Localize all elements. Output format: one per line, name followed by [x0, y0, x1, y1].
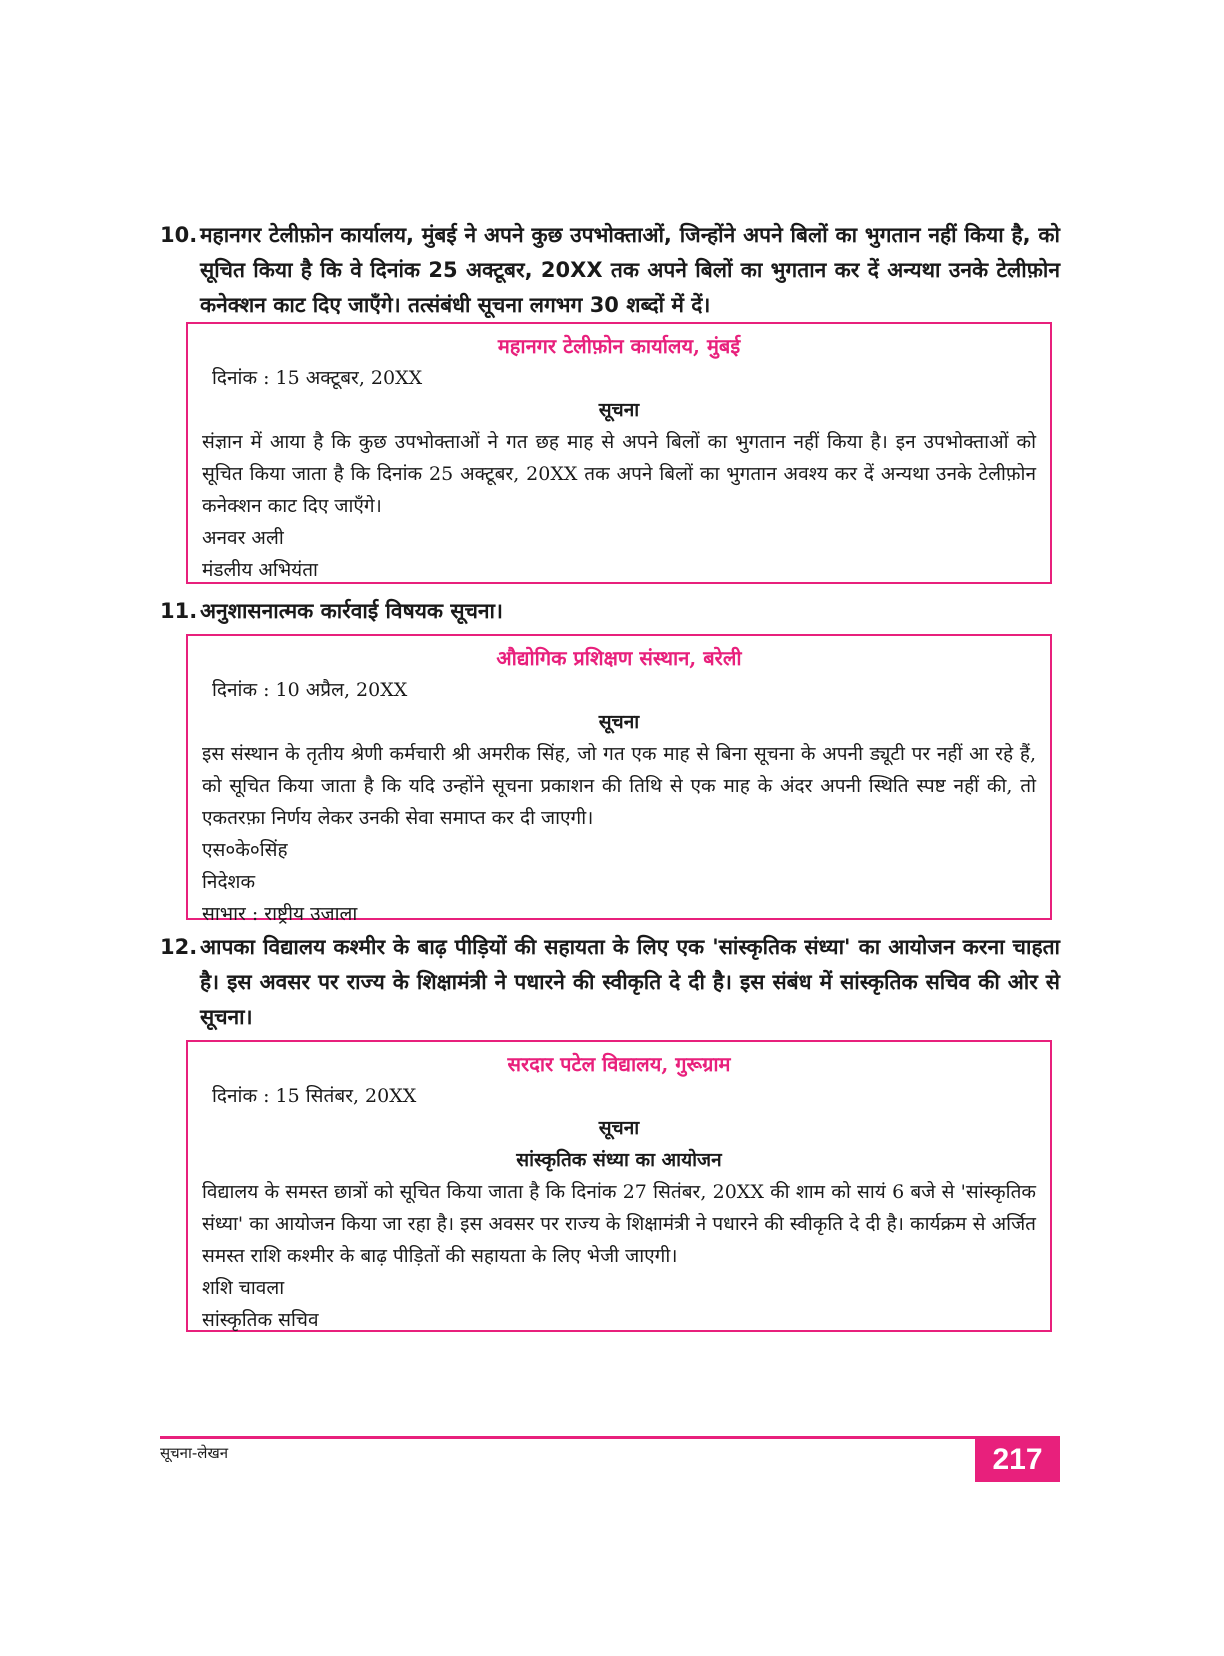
- notice-org: औद्योगिक प्रशिक्षण संस्थान, बरेली: [496, 646, 742, 670]
- question-11: [160, 594, 1060, 629]
- footer-rule: [160, 1436, 1060, 1439]
- notice-box-11: [186, 634, 1052, 925]
- question-number: 10.: [160, 223, 198, 247]
- question-text: आपका विद्यालय कश्मीर के बाढ़ पीड़ियों की सहायता के लिए एक 'सांस्कृतिक संध्या' का आयोजन करना चाहता है। इस अवसर पर राज्य के शिक्षामंत्री ने पधारने की स्वीकृति दे दी है। इस संबंध में सांस्कृतिक सचिव की ओर से सूचना।: [200, 935, 1060, 1029]
- notice-heading: सूचना: [598, 399, 640, 421]
- notice-date: दिनांक : 10 अप्रैल, 20XX: [212, 679, 408, 701]
- notice-body: विद्यालय के समस्त छात्रों को सूचित किया जाता है कि दिनांक 27 सितंबर, 20XX की शाम को सायं 6 बजे से 'सांस्कृतिक संध्या' का आयोजन किया जा रहा है। इस अवसर पर राज्य के शिक्षामंत्री ने पधारने की स्वीकृति दे दी है। कार्यक्रम से अर्जित समस्त राशि कश्मीर के बाढ़ पीड़ितों की सहायता के लिए भेजी जाएगी।: [202, 1181, 1036, 1267]
- notice-body: इस संस्थान के तृतीय श्रेणी कर्मचारी श्री अमरीक सिंह, जो गत एक माह से बिना सूचना के अपनी ड्यूटी पर नहीं आ रहे हैं, को सूचित किया जाता है कि यदि उन्होंने सूचना प्रकाशन की तिथि से एक माह के अंदर अपनी स्थिति स्पष्ट नहीं की, तो एकतरफ़ा निर्णय लेकर उनकी सेवा समाप्त कर दी जाएगी।: [202, 743, 1036, 829]
- notice-box-12: [186, 1040, 1052, 1332]
- question-text: महानगर टेलीफ़ोन कार्यालय, मुंबई ने अपने कुछ उपभोक्ताओं, जिन्होंने अपने बिलों का भुगतान नहीं किया है, को सूचित किया है कि वे दिनांक 25 अक्टूबर, 20XX तक अपने बिलों का भुगतान कर दें अन्यथा उनके टेलीफ़ोन कनेक्शन काट दिए जाएँगे। तत्संबंधी सूचना लगभग 30 शब्दों में दें।: [200, 223, 1060, 317]
- notice-sign-name: एस०के०सिंह: [202, 839, 288, 861]
- notice-subheading: सांस्कृतिक संध्या का आयोजन: [516, 1149, 722, 1171]
- notice-sign-title: निदेशक: [202, 871, 256, 893]
- notice-sign-name: अनवर अली: [202, 527, 284, 549]
- notice-heading: सूचना: [598, 1117, 640, 1139]
- notice-credit: साभार : राष्ट्रीय उजाला: [202, 903, 358, 925]
- notice-sign-title: सांस्कृतिक सचिव: [202, 1309, 319, 1331]
- page-number: 217: [975, 1438, 1060, 1482]
- notice-heading: सूचना: [598, 711, 640, 733]
- notice-body: संज्ञान में आया है कि कुछ उपभोक्ताओं ने गत छह माह से अपने बिलों का भुगतान नहीं किया है। इन उपभोक्ताओं को सूचित किया जाता है कि दिनांक 25 अक्टूबर, 20XX तक अपने बिलों का भुगतान अवश्य कर दें अन्यथा उनके टेलीफ़ोन कनेक्शन काट दिए जाएँगे।: [202, 431, 1036, 517]
- notice-date: दिनांक : 15 सितंबर, 20XX: [212, 1085, 417, 1107]
- question-10: [160, 218, 1060, 323]
- notice-date: दिनांक : 15 अक्टूबर, 20XX: [212, 367, 423, 389]
- notice-sign-title: मंडलीय अभियंता: [202, 559, 318, 581]
- notice-box-10: [186, 322, 1052, 584]
- question-12: [160, 930, 1060, 1035]
- notice-sign-name: शशि चावला: [202, 1277, 285, 1299]
- notice-org: सरदार पटेल विद्यालय, गुरूग्राम: [507, 1052, 731, 1076]
- footer-label: सूचना-लेखन: [160, 1444, 229, 1462]
- notice-org: महानगर टेलीफ़ोन कार्यालय, मुंबई: [497, 334, 741, 358]
- question-number: 11.: [160, 599, 198, 623]
- question-number: 12.: [160, 935, 198, 959]
- question-text: अनुशासनात्मक कार्रवाई विषयक सूचना।: [200, 599, 503, 623]
